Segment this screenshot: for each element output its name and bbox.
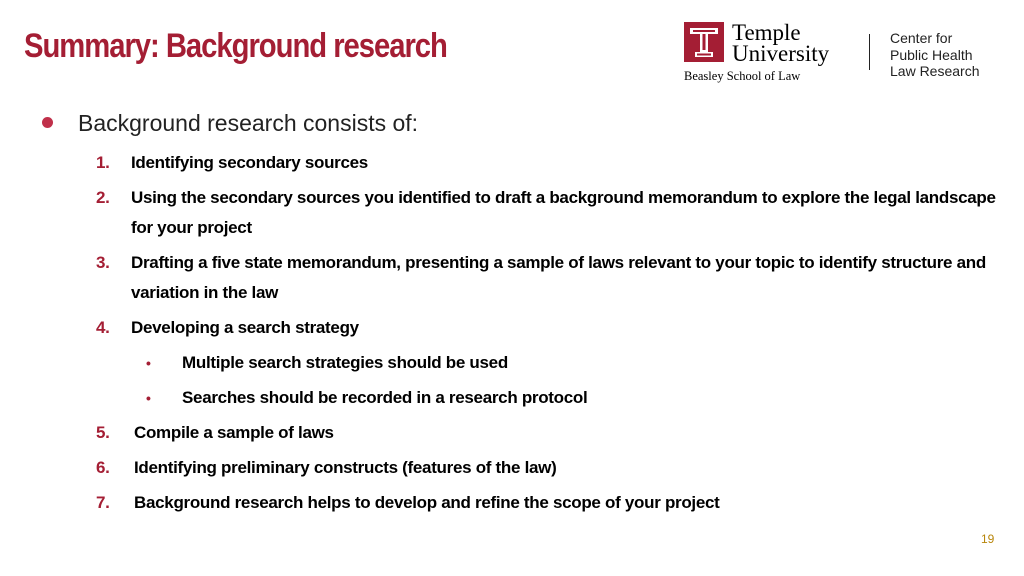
bullet-dot-icon bbox=[42, 117, 53, 128]
list-item bbox=[96, 418, 996, 448]
list-number: 6. bbox=[96, 458, 110, 477]
center-name-line3: Law Research bbox=[890, 63, 980, 79]
list-number: 5. bbox=[96, 423, 110, 442]
list-item bbox=[96, 453, 996, 483]
list-item bbox=[96, 183, 996, 243]
university-name-line2: University bbox=[732, 41, 830, 66]
intro-bullet bbox=[42, 110, 418, 137]
list-text: Developing a search strategy bbox=[131, 318, 359, 337]
school-name: Beasley School of Law bbox=[684, 69, 801, 83]
center-name bbox=[890, 30, 980, 80]
sub-list-text: Multiple search strategies should be used bbox=[182, 353, 508, 372]
sub-list-item bbox=[96, 348, 996, 378]
center-name-line2: Public Health bbox=[890, 46, 973, 63]
list-item bbox=[96, 313, 996, 343]
list-item bbox=[96, 248, 996, 308]
list-number: 7. bbox=[96, 493, 110, 512]
sub-list-item bbox=[96, 383, 996, 413]
numbered-list bbox=[96, 148, 996, 523]
sub-list-text: Searches should be recorded in a research protocol bbox=[182, 388, 588, 407]
list-text: Identifying preliminary constructs (features of the law) bbox=[134, 458, 557, 477]
center-name-line1: Center for bbox=[890, 30, 953, 46]
page-number: 19 bbox=[981, 532, 995, 546]
list-text: Drafting a five state memorandum, presenting a sample of laws relevant to your topic to identify structure and variation in the law bbox=[131, 253, 986, 302]
temple-cphlr-logo bbox=[684, 20, 1004, 84]
intro-text: Background research consists of: bbox=[78, 110, 419, 136]
list-item bbox=[96, 488, 996, 518]
list-number: 1. bbox=[96, 153, 110, 172]
sub-bullet-icon: • bbox=[146, 355, 151, 371]
logo-divider bbox=[869, 34, 870, 70]
university-name-line1: Temple bbox=[732, 20, 801, 45]
list-text: Using the secondary sources you identified to draft a background memorandum to explore the legal landscape for your project bbox=[131, 188, 996, 237]
list-text: Background research helps to develop and refine the scope of your project bbox=[134, 493, 720, 512]
list-item bbox=[96, 148, 996, 178]
sub-bullet-icon: • bbox=[146, 390, 151, 406]
list-text: Compile a sample of laws bbox=[134, 423, 334, 442]
temple-t-seal-icon bbox=[684, 22, 724, 62]
slide-title: Summary: Background research bbox=[24, 27, 447, 65]
list-number: 2. bbox=[96, 188, 110, 207]
list-text: Identifying secondary sources bbox=[131, 153, 368, 172]
list-number: 4. bbox=[96, 318, 110, 337]
list-number: 3. bbox=[96, 253, 110, 272]
